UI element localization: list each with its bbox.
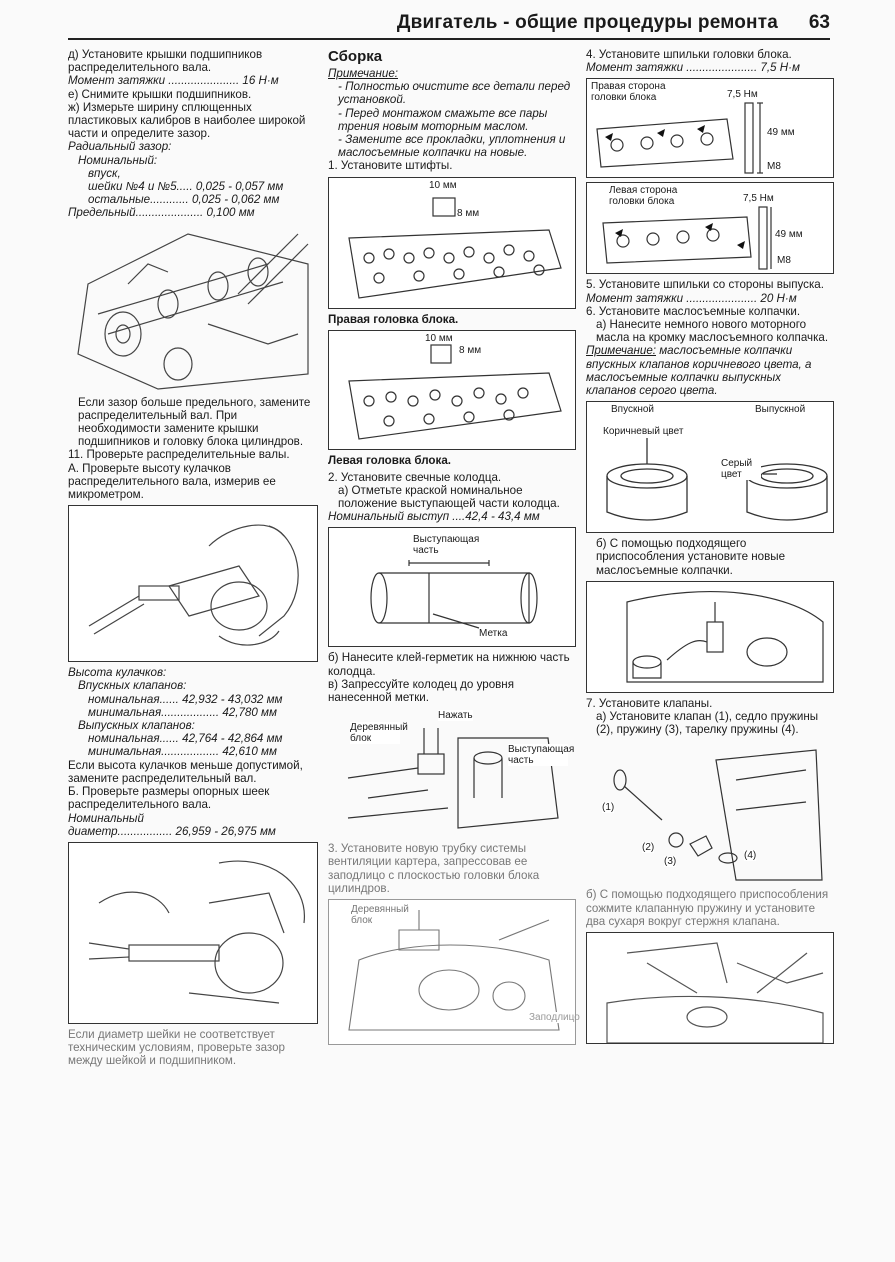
- step-2c: в) Запрессуйте колодец до уровня нанесенной метки.: [328, 677, 514, 705]
- spec-line: впуск,: [88, 166, 121, 180]
- step-6a: а) Нанесите немного нового моторного масла на кромку маслосъемного колпачка.: [596, 318, 829, 345]
- torque-spec: Момент затяжки ...................... 20 Н·м: [586, 291, 797, 305]
- torque-spec: Момент затяжки ...................... 16 Н·м: [68, 74, 279, 88]
- text-p1: д) Установите крышки подшипников распределительного вала.: [68, 48, 263, 75]
- label-torque: 7,5 Нм: [743, 193, 774, 205]
- label-thread: М8: [777, 255, 791, 267]
- spec-label: Номинальный: [68, 811, 144, 825]
- step-6b: б) С помощью подходящего приспособления установите новые маслосъемные колпачки.: [596, 537, 786, 577]
- label-right-side: Правая сторона головки блока: [591, 81, 691, 103]
- text-p11: Если зазор больше предельного, замените распределительный вал. При необходимости замените крышки подшипников и головку блока цилиндров.: [78, 395, 311, 449]
- spec-label: Номинальный:: [78, 153, 158, 167]
- note-label: Примечание:: [586, 344, 656, 358]
- figure-valve-parts: [586, 740, 832, 884]
- text-p3: е) Снимите крышки подшипников.: [68, 87, 252, 101]
- figure-caption: Правая головка блока.: [328, 312, 459, 326]
- label-protruding: Выступающая часть: [413, 534, 493, 556]
- spec-label: Выпускных клапанов:: [78, 719, 195, 733]
- spec-label: Радиальный зазор:: [68, 140, 172, 154]
- label-brown: Коричневый цвет: [603, 426, 684, 438]
- label-press: Нажать: [438, 710, 473, 722]
- step-5: 5. Установите шпильки со стороны выпуска.: [586, 278, 824, 292]
- note-item: - Полностью очистите все детали перед установкой.: [338, 80, 571, 107]
- step-11a: А. Проверьте высоту кулачков распределительного вала, измерив ее микрометром.: [68, 461, 276, 502]
- step-6: 6. Установите маслосъемные колпачки.: [586, 304, 801, 318]
- label-wood-block: Деревянный блок: [350, 722, 408, 745]
- label-flush: Заподлицо: [529, 1012, 580, 1024]
- dim-8mm: 8 мм: [457, 207, 480, 219]
- label-part-1: (1): [602, 802, 615, 814]
- label-part-4: (4): [744, 850, 757, 862]
- label-mark: Метка: [479, 628, 508, 640]
- spec-label: Впускных клапанов:: [78, 679, 187, 693]
- figure-caption: Левая головка блока.: [328, 453, 451, 467]
- column-3: [586, 48, 834, 1048]
- label-grey: Серый цвет: [721, 458, 761, 480]
- dim-10mm: 10 мм: [425, 332, 453, 344]
- step-2a: а) Отметьте краской номинальное положение выступающей части колодца.: [338, 483, 560, 511]
- note-item: - Перед монтажом смажьте все пары трения новым моторным маслом.: [338, 106, 548, 133]
- step-7: 7. Установите клапаны.: [586, 696, 713, 710]
- figure-spark-plug-tube: [328, 527, 576, 647]
- figure-left-studs: [586, 182, 834, 274]
- label-thread: М8: [767, 161, 781, 173]
- step-2: 2. Установите свечные колодца.: [328, 470, 502, 484]
- column-2: [328, 48, 580, 1049]
- page-header: [68, 10, 830, 40]
- step-1: 1. Установите штифты.: [328, 159, 453, 173]
- page-number: 63: [808, 12, 830, 33]
- label-left-side: Левая сторона головки блока: [609, 185, 709, 207]
- label-length: 49 мм: [775, 229, 803, 241]
- figure-right-studs: [586, 78, 834, 178]
- text-p4: ж) Измерьте ширину сплющенных пластиковых калибров в наиболее широкой части и определите зазор.: [68, 100, 306, 141]
- label-wood-block: Деревянный блок: [351, 904, 409, 927]
- torque-spec: Момент затяжки ...................... 7,5 Н·м: [586, 61, 800, 75]
- dim-10mm: 10 мм: [429, 179, 457, 191]
- label-part-2: (2): [642, 842, 655, 854]
- label-length: 49 мм: [767, 127, 795, 139]
- step-3: 3. Установите новую трубку системы вентиляции картера, запрессовав ее заподлицо с плоскостью головки блока цилиндров.: [328, 842, 540, 895]
- spec-line: минимальная.................. 42,610 мм: [88, 745, 277, 759]
- label-torque: 7,5 Нм: [727, 89, 758, 101]
- step-11: 11. Проверьте распределительные валы.: [68, 448, 290, 462]
- figure-press-tube: [328, 708, 574, 838]
- section-heading: Сборка: [328, 48, 383, 65]
- spec-line: остальные............ 0,025 - 0,062 мм: [88, 193, 280, 207]
- page-title: Двигатель - общие процедуры ремонта: [396, 12, 778, 33]
- spec-line: минимальная.................. 42,780 мм: [88, 705, 277, 719]
- label-exhaust: Выпускной: [755, 404, 806, 416]
- text-p25: Если диаметр шейки не соответствует техническим условиям, проверьте зазор между шейкой и подшипником.: [68, 1027, 286, 1068]
- spec-line: диаметр................. 26,959 - 26,975 мм: [68, 824, 276, 838]
- figure-micrometer-cam: [68, 505, 318, 662]
- label-intake: Впускной: [611, 404, 655, 416]
- figure-micrometer-journal: [68, 842, 318, 1024]
- figure-install-seal: [586, 581, 834, 693]
- spec-label: Высота кулачков:: [68, 666, 167, 680]
- spec-line: Номинальный выступ ....42,4 - 43,4 мм: [328, 510, 540, 524]
- step-2b: б) Нанесите клей-герметик на нижнюю часть колодца.: [328, 651, 570, 678]
- text-p21: Если высота кулачков меньше допустимой, замените распределительный вал.: [68, 758, 303, 785]
- figure-camshaft-engine: [68, 224, 316, 392]
- step-11b: Б. Проверьте размеры опорных шеек распределительного вала.: [68, 785, 270, 812]
- spec-line: номинальная...... 42,764 - 42,864 мм: [88, 732, 283, 746]
- step-4: 4. Установите шпильки головки блока.: [586, 48, 792, 61]
- label-protruding: Выступающая часть: [508, 744, 575, 767]
- spec-line: шейки №4 и №5..... 0,025 - 0,057 мм: [88, 180, 284, 194]
- spec-line: Предельный..................... 0,100 мм: [68, 206, 255, 220]
- figure-pcv-tube: [328, 899, 580, 1045]
- note-text: маслосъемные колпачки впускных клапанов коричневого цвета, а маслосъемные колпачки выпускных клапанов серого цвета.: [586, 344, 812, 398]
- figure-left-head-dowels: [328, 330, 576, 450]
- note-label: Примечание:: [328, 67, 398, 80]
- note-item: - Замените все прокладки, уплотнения и маслосъемные колпачки на новые.: [338, 133, 566, 160]
- step-7b: б) С помощью подходящего приспособления сожмите клапанную пружину и установите два сухаря вокруг стержня клапана.: [586, 888, 829, 928]
- figure-right-head-dowels: [328, 177, 576, 309]
- spec-line: номинальная...... 42,932 - 43,032 мм: [88, 692, 283, 706]
- label-part-3: (3): [664, 856, 677, 868]
- figure-compress-spring: [586, 932, 834, 1044]
- column-1: [68, 48, 318, 1068]
- dim-8mm: 8 мм: [459, 344, 482, 356]
- figure-valve-seals: [586, 401, 834, 533]
- step-7a: а) Установите клапан (1), седло пружины (2), пружину (3), тарелку пружины (4).: [596, 710, 819, 737]
